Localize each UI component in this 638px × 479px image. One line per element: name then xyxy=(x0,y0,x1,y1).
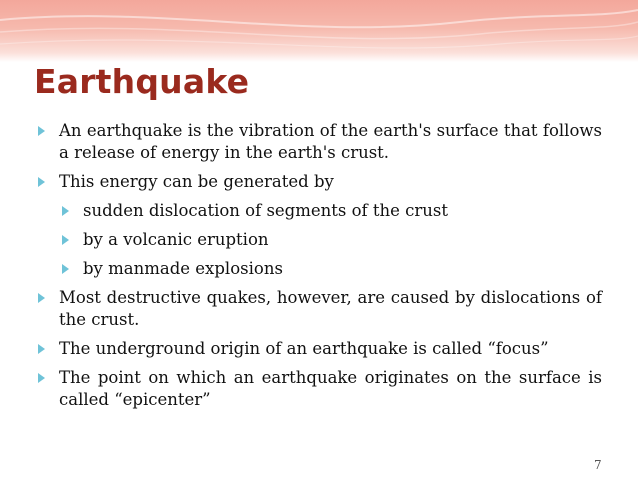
triangle-bullet-icon xyxy=(38,344,45,354)
sub-bullet-item xyxy=(60,229,602,251)
sub-bullet-text: by a volcanic eruption xyxy=(83,230,269,249)
bullet-text: This energy can be generated by xyxy=(59,172,334,191)
bullet-text: The point on which an earthquake originates on the surface is called “epicenter” xyxy=(59,368,602,409)
sub-bullet-text: sudden dislocation of segments of the crust xyxy=(83,201,449,220)
page-number: 7 xyxy=(594,458,602,472)
sub-bullet-item xyxy=(60,200,602,222)
sub-bullet-item xyxy=(60,258,602,280)
bullet-item xyxy=(36,367,602,411)
triangle-bullet-icon xyxy=(62,206,69,216)
triangle-bullet-icon xyxy=(38,293,45,303)
bullet-item xyxy=(36,338,602,360)
bullet-text: Most destructive quakes, however, are caused by dislocations of the crust. xyxy=(59,288,602,329)
triangle-bullet-icon xyxy=(38,177,45,187)
triangle-bullet-icon xyxy=(38,373,45,383)
bullet-text: An earthquake is the vibration of the earth's surface that follows a release of energy in the earth's crust. xyxy=(59,121,602,162)
bullet-item xyxy=(36,287,602,331)
bullet-list xyxy=(36,120,602,418)
header-wave-decoration xyxy=(0,0,638,62)
sub-bullet-text: by manmade explosions xyxy=(83,259,283,278)
header-band xyxy=(0,0,638,62)
bullet-text: The underground origin of an earthquake is called “focus” xyxy=(59,339,549,358)
triangle-bullet-icon xyxy=(62,235,69,245)
slide-title: Earthquake xyxy=(34,62,250,101)
triangle-bullet-icon xyxy=(38,126,45,136)
triangle-bullet-icon xyxy=(62,264,69,274)
bullet-item xyxy=(36,171,602,193)
bullet-item xyxy=(36,120,602,164)
